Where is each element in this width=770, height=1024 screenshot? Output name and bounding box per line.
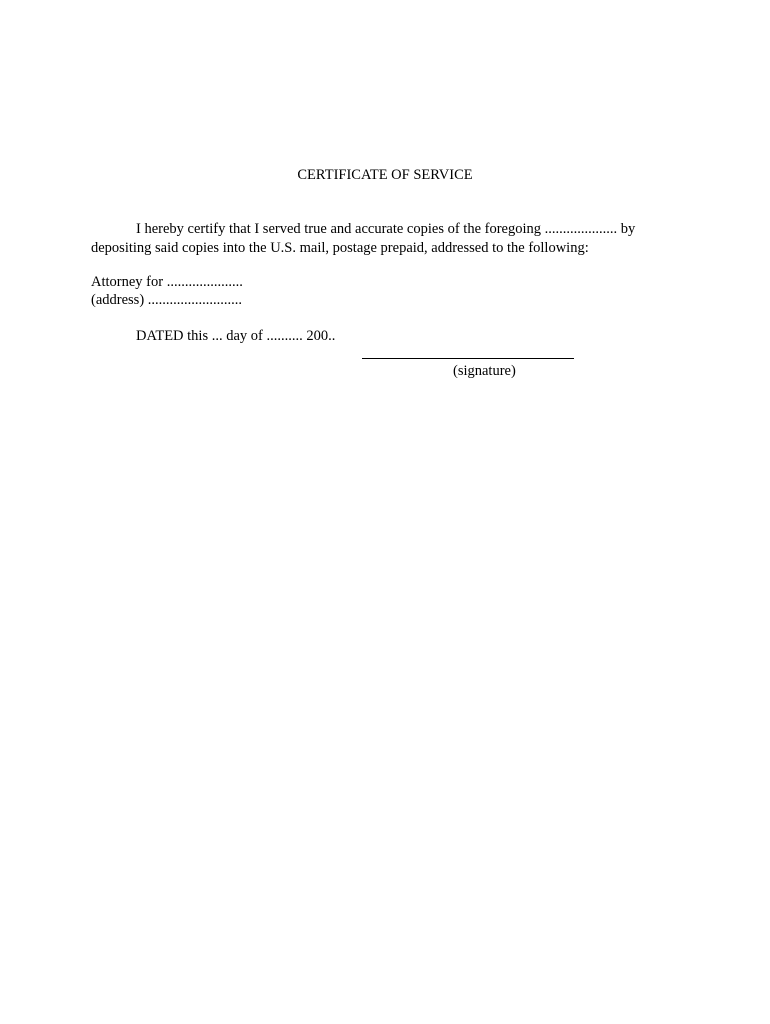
attorney-line: Attorney for ..................... <box>91 274 243 290</box>
document-title: CERTIFICATE OF SERVICE <box>297 167 473 183</box>
address-line: (address) .......................... <box>91 292 243 308</box>
signature-label: (signature) <box>453 363 516 379</box>
certification-paragraph-line-2: depositing said copies into the U.S. mail, postage prepaid, addressed to the following: <box>91 240 589 256</box>
dated-line: DATED this ... day of .......... 200.. <box>136 328 336 344</box>
certification-paragraph-line-1: I hereby certify that I served true and accurate copies of the foregoing .................... by <box>136 221 636 237</box>
signature-line <box>362 358 574 359</box>
